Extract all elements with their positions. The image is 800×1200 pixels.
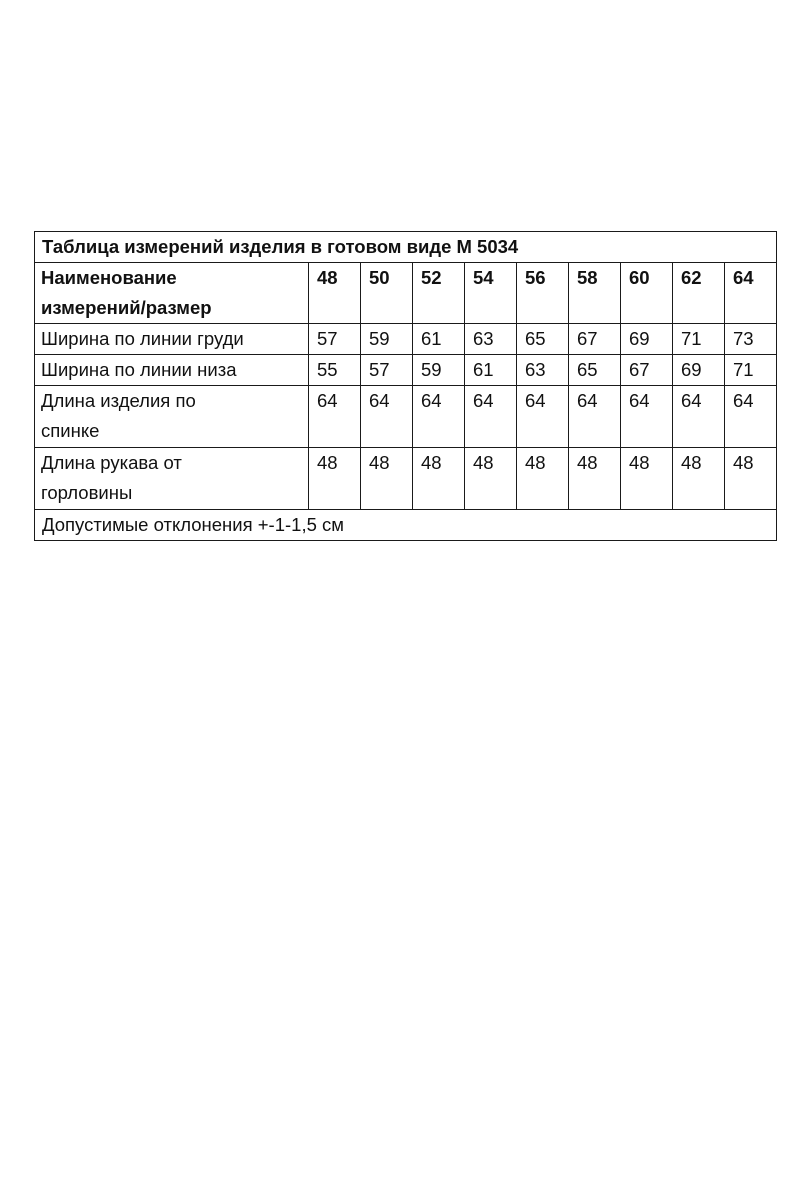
table-header-row (35, 263, 777, 324)
measurement-value-cell: 67 (569, 324, 621, 355)
measurement-value-cell: 48 (465, 448, 517, 510)
measurement-value-cell: 61 (413, 324, 465, 355)
measurement-value-cell: 64 (569, 386, 621, 448)
measurement-name-line1: Ширина по линии груди (41, 328, 244, 349)
measurement-value-cell: 64 (517, 386, 569, 448)
tolerance-note: Допустимые отклонения +-1-1,5 см (35, 510, 777, 541)
measurement-value-cell: 48 (309, 448, 361, 510)
header-name-cell (35, 263, 309, 324)
header-size-54: 54 (465, 263, 517, 324)
measurement-value-cell: 48 (361, 448, 413, 510)
measurement-name-line1: Ширина по линии низа (41, 359, 237, 380)
measurement-value-cell: 59 (361, 324, 413, 355)
measurement-name-line1: Длина изделия по (41, 390, 196, 411)
measurement-table (34, 231, 777, 541)
table-row (35, 448, 777, 510)
measurement-value-cell: 73 (725, 324, 777, 355)
measurement-value-cell: 64 (465, 386, 517, 448)
measurement-name-cell (35, 355, 309, 386)
measurement-value-cell: 65 (517, 324, 569, 355)
header-name-line2: измерений/размер (41, 297, 212, 318)
measurement-name-cell (35, 324, 309, 355)
measurement-name-line1: Длина рукава от (41, 452, 182, 473)
measurement-value-cell: 48 (413, 448, 465, 510)
measurement-value-cell: 57 (309, 324, 361, 355)
header-name-line1: Наименование (41, 267, 177, 288)
measurement-value-cell: 71 (673, 324, 725, 355)
measurement-value-cell: 65 (569, 355, 621, 386)
measurement-value-cell: 64 (621, 386, 673, 448)
measurement-value-cell: 64 (361, 386, 413, 448)
header-size-48: 48 (309, 263, 361, 324)
table-note-row (35, 510, 777, 541)
measurement-value-cell: 64 (309, 386, 361, 448)
table-title: Таблица измерений изделия в готовом виде М 5034 (35, 232, 777, 263)
measurement-value-cell: 48 (569, 448, 621, 510)
measurement-value-cell: 64 (673, 386, 725, 448)
measurement-value-cell: 71 (725, 355, 777, 386)
header-size-56: 56 (517, 263, 569, 324)
header-size-64: 64 (725, 263, 777, 324)
measurement-value-cell: 48 (673, 448, 725, 510)
measurement-value-cell: 57 (361, 355, 413, 386)
table-row (35, 324, 777, 355)
table-row (35, 355, 777, 386)
measurement-value-cell: 61 (465, 355, 517, 386)
table-row (35, 386, 777, 448)
measurement-value-cell: 67 (621, 355, 673, 386)
measurement-value-cell: 69 (621, 324, 673, 355)
measurement-value-cell: 63 (517, 355, 569, 386)
measurement-value-cell: 59 (413, 355, 465, 386)
measurement-value-cell: 63 (465, 324, 517, 355)
measurement-value-cell: 69 (673, 355, 725, 386)
measurement-value-cell: 64 (413, 386, 465, 448)
header-size-50: 50 (361, 263, 413, 324)
header-size-58: 58 (569, 263, 621, 324)
table-title-row (35, 232, 777, 263)
measurement-value-cell: 48 (725, 448, 777, 510)
measurement-value-cell: 48 (517, 448, 569, 510)
measurement-name-line2: горловины (41, 482, 133, 503)
measurement-name-cell (35, 386, 309, 448)
measurement-name-cell (35, 448, 309, 510)
measurement-value-cell: 55 (309, 355, 361, 386)
measurement-name-line2: спинке (41, 420, 100, 441)
header-size-52: 52 (413, 263, 465, 324)
measurement-value-cell: 48 (621, 448, 673, 510)
header-size-60: 60 (621, 263, 673, 324)
header-size-62: 62 (673, 263, 725, 324)
measurement-value-cell: 64 (725, 386, 777, 448)
